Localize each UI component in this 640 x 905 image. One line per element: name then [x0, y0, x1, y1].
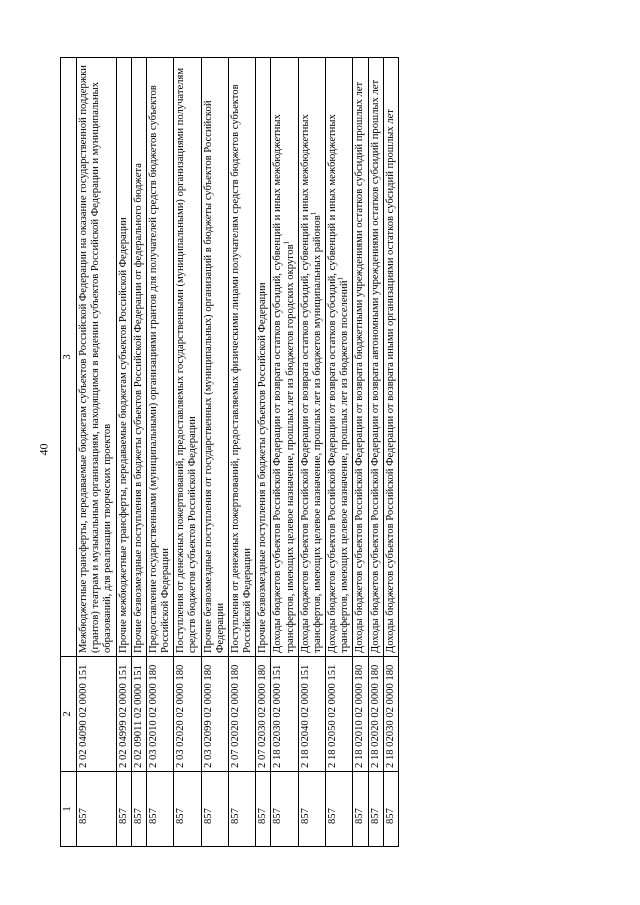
admin-code-cell-text: 857	[384, 808, 396, 824]
revenue-name-cell-text: Доходы бюджетов субъектов Российской Федерации от возврата остатков субсидий, субвенций и иных межбюджетных трансфертов, имеющих целевое назначение, прошлых лет из бюджетов муниципальных районов	[299, 114, 323, 653]
admin-code-cell-text: 857	[229, 808, 241, 824]
budget-code-cell	[256, 657, 271, 772]
table-row	[146, 58, 173, 847]
revenue-name-cell	[353, 58, 368, 657]
budget-code-cell-text: 2 18 02010 02 0000 180	[354, 664, 366, 768]
budget-code-cell-text: 2 18 02040 02 0000 151	[299, 664, 311, 768]
admin-code-cell	[174, 772, 201, 847]
budget-code-cell-text: 2 07 02030 02 0000 180	[257, 664, 269, 768]
budget-code-cell	[131, 657, 146, 772]
revenue-name-cell-text: Предоставление государственными (муниципальными) организациями грантов для получателей средств бюджетов субъектов Российской Федерации	[147, 85, 172, 653]
revenue-name-cell	[116, 58, 131, 657]
admin-code-cell-text: 857	[78, 808, 89, 824]
table-row	[298, 58, 325, 847]
revenue-name-cell	[383, 58, 398, 657]
header-col-1: 1	[61, 772, 77, 847]
admin-code-cell	[368, 772, 383, 847]
footnote-marker: 1	[309, 211, 318, 216]
budget-code-cell-text: 2 03 02020 02 0000 180	[175, 664, 187, 768]
page-number: 40	[36, 443, 51, 456]
budget-code-cell-text: 2 02 04999 02 0000 151	[117, 664, 129, 768]
admin-code-cell-text: 857	[175, 808, 187, 824]
revenue-name-cell-text: Межбюджетные трансферты, передаваемые бюджетам субъектов Российской Федерации на оказание государственной поддержки (грантов) театрам и музыкальным организациям, находящимся в ведении субъектов Российской Федерации и муниципальных образований, для реализации творческих проектов	[78, 65, 114, 653]
admin-code-cell-text: 857	[327, 808, 339, 824]
admin-code-cell-text: 857	[272, 808, 284, 824]
admin-code-cell	[271, 772, 298, 847]
table-row	[353, 58, 368, 847]
admin-code-cell	[201, 772, 228, 847]
admin-code-cell-text: 857	[132, 808, 144, 824]
admin-code-cell-text: 857	[147, 808, 159, 824]
budget-code-cell-text: 2 18 02020 02 0000 180	[369, 664, 381, 768]
revenue-name-cell-text: Прочие безвозмездные поступления в бюджеты субъектов Российской Федерации от федерального бюджета	[132, 163, 144, 653]
budget-code-cell-text: 2 18 02030 02 0000 151	[272, 664, 284, 768]
table-row	[201, 58, 228, 847]
admin-code-cell	[326, 772, 353, 847]
budget-code-cell-text: 2 03 02010 02 0000 180	[147, 664, 159, 768]
revenue-name-cell-text: Прочие межбюджетные трансферты, передаваемые бюджетам субъектов Российской Федерации	[117, 217, 129, 653]
revenue-name-cell	[131, 58, 146, 657]
revenue-name-cell-text: Поступления от денежных пожертвований, предоставляемых государственными (муниципальными) организациями получателям средств бюджетов субъектов Российской Федерации	[175, 67, 199, 653]
table-row	[116, 58, 131, 847]
table-row	[326, 58, 353, 847]
budget-code-cell	[383, 657, 398, 772]
table-row	[271, 58, 298, 847]
revenue-name-cell	[271, 58, 298, 657]
table-row	[368, 58, 383, 847]
admin-code-cell	[146, 772, 173, 847]
revenue-name-cell	[77, 58, 117, 657]
admin-code-cell-text: 857	[299, 808, 311, 824]
admin-code-cell	[298, 772, 325, 847]
header-row	[61, 58, 77, 847]
budget-code-cell	[271, 657, 298, 772]
table-row	[256, 58, 271, 847]
budget-code-cell-text: 2 07 02020 02 0000 180	[229, 664, 241, 768]
revenue-name-cell-text: Доходы бюджетов субъектов Российской Федерации от возврата остатков субсидий, субвенций и иных межбюджетных трансфертов, имеющих целевое назначение, прошлых лет из бюджетов поселений	[327, 114, 351, 653]
admin-code-cell-text: 857	[369, 808, 381, 824]
revenue-name-cell	[298, 58, 325, 657]
budget-code-cell	[116, 657, 131, 772]
budget-code-cell-text: 2 18 02050 02 0000 151	[327, 664, 339, 768]
budget-code-cell-text: 2 18 02030 02 0000 180	[384, 664, 396, 768]
table-row	[174, 58, 201, 847]
admin-code-cell	[383, 772, 398, 847]
footnote-marker: 1	[282, 240, 291, 245]
budget-code-cell	[326, 657, 353, 772]
budget-code-cell-text: 2 03 02099 02 0000 180	[202, 664, 214, 768]
admin-code-cell	[131, 772, 146, 847]
admin-code-cell	[77, 772, 117, 847]
table-row	[228, 58, 255, 847]
admin-code-cell	[256, 772, 271, 847]
budget-code-cell	[368, 657, 383, 772]
table-row	[383, 58, 398, 847]
budget-code-cell	[353, 657, 368, 772]
budget-code-cell	[228, 657, 255, 772]
header-col-3: 3	[61, 58, 77, 657]
revenue-name-cell	[256, 58, 271, 657]
admin-code-cell-text: 857	[257, 808, 269, 824]
budget-code-cell	[201, 657, 228, 772]
rotated-table-container	[60, 57, 565, 847]
revenue-name-cell	[368, 58, 383, 657]
revenue-name-cell-text: Доходы бюджетов субъектов Российской Федерации от возврата иными организациями остатков субсидий прошлых лет	[384, 109, 396, 653]
table-row	[77, 58, 117, 847]
revenue-name-cell-text: Прочие безвозмездные поступления в бюджеты субъектов Российской Федерации	[257, 282, 269, 653]
budget-code-cell	[146, 657, 173, 772]
budget-code-cell	[77, 657, 117, 772]
budget-code-cell	[174, 657, 201, 772]
footnote-marker: 1	[336, 276, 345, 281]
table-row	[131, 58, 146, 847]
revenue-name-cell	[201, 58, 228, 657]
admin-code-cell-text: 857	[202, 808, 214, 824]
revenue-name-cell	[174, 58, 201, 657]
revenue-name-cell	[326, 58, 353, 657]
admin-code-cell	[228, 772, 255, 847]
admin-code-cell-text: 857	[354, 808, 366, 824]
revenue-name-cell	[228, 58, 255, 657]
header-col-2: 2	[61, 657, 77, 772]
budget-code-cell-text: 2 02 04090 02 0000 151	[78, 664, 89, 768]
admin-code-cell	[116, 772, 131, 847]
revenue-name-cell-text: Доходы бюджетов субъектов Российской Федерации от возврата автономными учреждениями остатков субсидий прошлых лет	[369, 79, 381, 653]
revenue-name-cell-text: Доходы бюджетов субъектов Российской Федерации от возврата остатков субсидий, субвенций и иных межбюджетных трансфертов, имеющих целевое назначение, прошлых лет из бюджетов городских округов	[272, 114, 296, 653]
budget-code-cell-text: 2 02 09011 02 0000 151	[132, 665, 144, 768]
budget-code-cell	[298, 657, 325, 772]
revenue-name-cell-text: Поступления от денежных пожертвований, предоставляемых физическими лицами получателям средств бюджетов субъектов Российской Федерации	[229, 84, 254, 653]
revenue-name-cell-text: Доходы бюджетов субъектов Российской Федерации от возврата бюджетными учреждениями остатков субсидий прошлых лет	[354, 81, 366, 653]
revenue-name-cell-text: Прочие безвозмездные поступления от государственных (муниципальных) организаций в бюджеты субъектов Российской Федерации	[202, 100, 226, 653]
revenue-name-cell	[146, 58, 173, 657]
admin-code-cell	[353, 772, 368, 847]
revenue-codes-table	[60, 57, 399, 847]
admin-code-cell-text: 857	[117, 808, 129, 824]
